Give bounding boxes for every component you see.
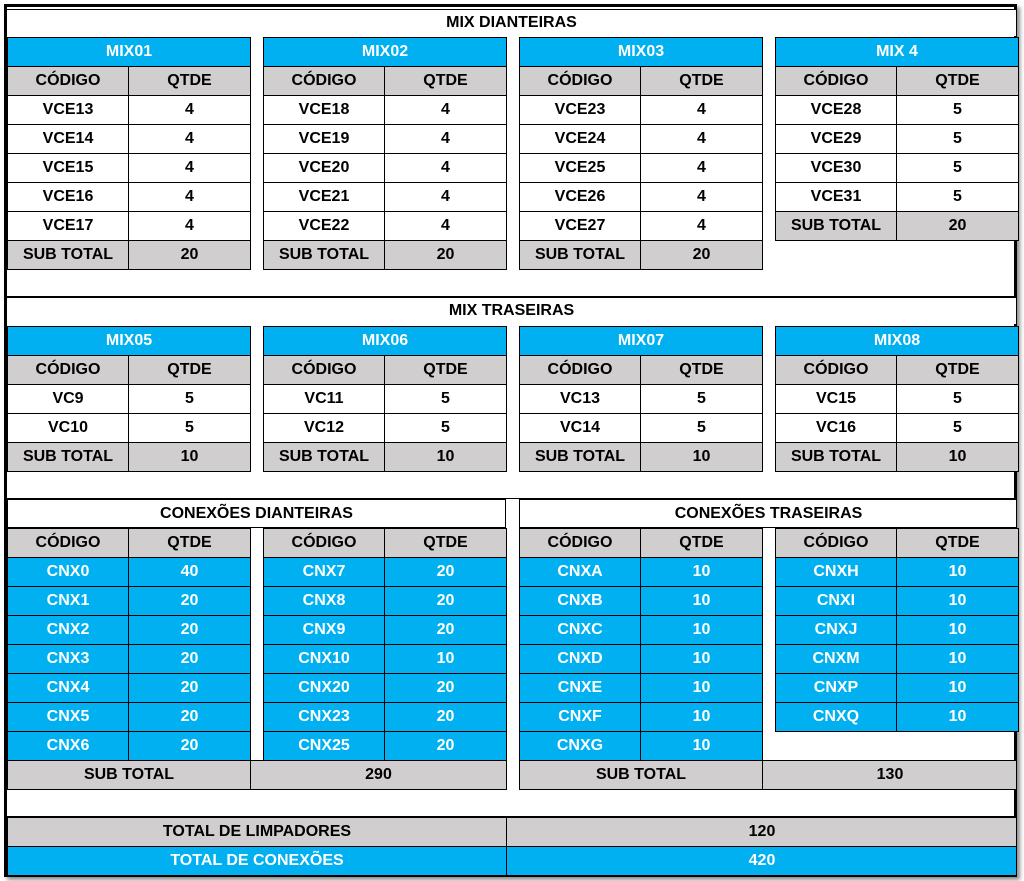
mix-title: MIX03 — [519, 37, 762, 66]
table-cell-qtde: 10 — [640, 702, 762, 731]
table-cell-qtde: 20 — [384, 731, 506, 760]
mix-title: MIX05 — [7, 326, 250, 355]
table-cell-codigo: VCE24 — [519, 124, 640, 153]
table-cell-codigo: VC10 — [7, 413, 128, 442]
total-limpadores-value: 120 — [506, 817, 1017, 846]
subtotal-label: SUB TOTAL — [7, 442, 128, 471]
table-cell-codigo: CNX1 — [7, 586, 128, 615]
section-divider — [7, 816, 1017, 817]
table-cell-codigo: CNXF — [519, 702, 640, 731]
table-cell-codigo: VCE17 — [7, 211, 128, 240]
column-header-codigo: CÓDIGO — [519, 355, 640, 384]
table-cell-qtde: 4 — [384, 95, 506, 124]
table-cell-codigo: VCE22 — [263, 211, 384, 240]
table-cell-codigo: CNX7 — [263, 557, 384, 586]
column-header-qtde: QTDE — [384, 355, 506, 384]
table-cell-qtde: 40 — [128, 557, 250, 586]
section-title-mix-traseiras: MIX TRASEIRAS — [7, 297, 1016, 324]
table-cell-qtde: 5 — [896, 124, 1018, 153]
table-cell-qtde: 5 — [128, 384, 250, 413]
total-conexoes-label: TOTAL DE CONEXÕES — [7, 846, 506, 875]
table-cell-codigo: CNX10 — [263, 644, 384, 673]
table-cell-codigo: CNX2 — [7, 615, 128, 644]
table-cell-qtde: 5 — [128, 413, 250, 442]
table-cell-qtde: 20 — [128, 644, 250, 673]
subtotal-label: SUB TOTAL — [7, 240, 128, 269]
table-cell-qtde: 10 — [640, 644, 762, 673]
subtotal-label: SUB TOTAL — [775, 211, 896, 240]
section-divider — [7, 498, 1017, 499]
table-cell-qtde: 4 — [384, 211, 506, 240]
table-cell-codigo: CNXA — [519, 557, 640, 586]
table-cell-qtde: 4 — [384, 124, 506, 153]
section-divider — [7, 296, 1017, 297]
column-header-qtde: QTDE — [896, 355, 1018, 384]
table-cell-codigo: CNXI — [775, 586, 896, 615]
table-cell-codigo: CNXP — [775, 673, 896, 702]
subtotal-label: SUB TOTAL — [519, 442, 640, 471]
subtotal-label-conexoes-traseiras: SUB TOTAL — [519, 760, 762, 789]
table-cell-codigo: VCE31 — [775, 182, 896, 211]
table-cell-codigo: CNXG — [519, 731, 640, 760]
mix-title: MIX01 — [7, 37, 250, 66]
table-cell-codigo: VCE26 — [519, 182, 640, 211]
table-cell-codigo: CNXQ — [775, 702, 896, 731]
section-title-conexoes-traseiras: CONEXÕES TRASEIRAS — [519, 499, 1017, 527]
subtotal-value: 20 — [640, 240, 762, 269]
table-cell-qtde: 5 — [384, 384, 506, 413]
table-cell-qtde: 20 — [384, 615, 506, 644]
total-conexoes-value: 420 — [506, 846, 1017, 875]
column-header-qtde: QTDE — [640, 528, 762, 557]
table-cell-codigo: VCE18 — [263, 95, 384, 124]
table-cell-codigo: CNX25 — [263, 731, 384, 760]
column-header-codigo: CÓDIGO — [263, 528, 384, 557]
table-cell-codigo: VC13 — [519, 384, 640, 413]
table-cell-codigo: CNXM — [775, 644, 896, 673]
column-header-qtde: QTDE — [128, 355, 250, 384]
subtotal-value-conexoes-dianteiras: 290 — [250, 760, 506, 789]
table-cell-qtde: 20 — [384, 673, 506, 702]
subtotal-value: 10 — [640, 442, 762, 471]
table-cell-codigo: VCE19 — [263, 124, 384, 153]
table-cell-qtde: 4 — [640, 153, 762, 182]
table-cell-qtde: 4 — [128, 211, 250, 240]
subtotal-value: 10 — [896, 442, 1018, 471]
table-cell-qtde: 5 — [896, 153, 1018, 182]
table-cell-qtde: 5 — [640, 413, 762, 442]
column-header-codigo: CÓDIGO — [519, 66, 640, 95]
table-cell-codigo: CNX4 — [7, 673, 128, 702]
subtotal-label: SUB TOTAL — [775, 442, 896, 471]
table-cell-qtde: 4 — [128, 124, 250, 153]
table-cell-qtde: 4 — [640, 211, 762, 240]
subtotal-value: 10 — [128, 442, 250, 471]
subtotal-label: SUB TOTAL — [263, 442, 384, 471]
table-cell-qtde: 4 — [128, 95, 250, 124]
subtotal-value: 20 — [896, 211, 1018, 240]
table-cell-codigo: CNXE — [519, 673, 640, 702]
table-cell-codigo: VCE30 — [775, 153, 896, 182]
column-header-codigo: CÓDIGO — [7, 66, 128, 95]
table-cell-codigo: VCE28 — [775, 95, 896, 124]
table-cell-codigo: VCE27 — [519, 211, 640, 240]
table-cell-qtde: 20 — [128, 673, 250, 702]
table-cell-codigo: CNX6 — [7, 731, 128, 760]
table-cell-qtde: 5 — [384, 413, 506, 442]
subtotal-value: 20 — [128, 240, 250, 269]
subtotal-label-conexoes-dianteiras: SUB TOTAL — [7, 760, 250, 789]
table-cell-codigo: VCE23 — [519, 95, 640, 124]
table-cell-qtde: 10 — [896, 702, 1018, 731]
table-cell-qtde: 4 — [640, 182, 762, 211]
spreadsheet — [4, 4, 1017, 877]
column-header-qtde: QTDE — [128, 528, 250, 557]
table-cell-codigo: CNX3 — [7, 644, 128, 673]
column-header-codigo: CÓDIGO — [263, 355, 384, 384]
table-cell-codigo: VCE13 — [7, 95, 128, 124]
table-cell-codigo: VC12 — [263, 413, 384, 442]
table-cell-qtde: 20 — [128, 731, 250, 760]
mix-title: MIX08 — [775, 326, 1018, 355]
subtotal-value: 20 — [384, 240, 506, 269]
table-cell-codigo: VC9 — [7, 384, 128, 413]
subtotal-label: SUB TOTAL — [263, 240, 384, 269]
table-cell-qtde: 10 — [896, 557, 1018, 586]
column-header-qtde: QTDE — [128, 66, 250, 95]
table-cell-codigo: CNX23 — [263, 702, 384, 731]
subtotal-value-conexoes-traseiras: 130 — [762, 760, 1017, 789]
table-cell-qtde: 10 — [640, 731, 762, 760]
mix-title: MIX06 — [263, 326, 506, 355]
subtotal-value: 10 — [384, 442, 506, 471]
table-cell-qtde: 5 — [640, 384, 762, 413]
table-cell-qtde: 4 — [128, 182, 250, 211]
table-cell-qtde: 10 — [896, 673, 1018, 702]
table-cell-qtde: 10 — [640, 557, 762, 586]
table-cell-qtde: 10 — [640, 673, 762, 702]
column-header-codigo: CÓDIGO — [263, 66, 384, 95]
table-cell-qtde: 5 — [896, 384, 1018, 413]
table-cell-qtde: 20 — [384, 586, 506, 615]
column-header-codigo: CÓDIGO — [775, 528, 896, 557]
column-header-codigo: CÓDIGO — [7, 355, 128, 384]
table-cell-qtde: 5 — [896, 182, 1018, 211]
table-cell-qtde: 10 — [640, 615, 762, 644]
column-header-codigo: CÓDIGO — [7, 528, 128, 557]
table-cell-codigo: VCE14 — [7, 124, 128, 153]
table-cell-qtde: 10 — [896, 615, 1018, 644]
table-cell-codigo: CNX5 — [7, 702, 128, 731]
table-cell-codigo: VCE25 — [519, 153, 640, 182]
table-cell-codigo: VCE15 — [7, 153, 128, 182]
table-cell-qtde: 10 — [384, 644, 506, 673]
total-limpadores-label: TOTAL DE LIMPADORES — [7, 817, 506, 846]
table-cell-qtde: 5 — [896, 95, 1018, 124]
table-cell-codigo: VCE20 — [263, 153, 384, 182]
subtotal-label: SUB TOTAL — [519, 240, 640, 269]
table-cell-codigo: VC11 — [263, 384, 384, 413]
column-header-qtde: QTDE — [896, 66, 1018, 95]
table-cell-qtde: 20 — [128, 702, 250, 731]
table-cell-qtde: 10 — [896, 586, 1018, 615]
table-cell-codigo: CNXJ — [775, 615, 896, 644]
table-cell-codigo: VC15 — [775, 384, 896, 413]
table-cell-codigo: CNX0 — [7, 557, 128, 586]
table-cell-qtde: 20 — [128, 615, 250, 644]
table-cell-qtde: 10 — [640, 586, 762, 615]
section-title-mix-dianteiras: MIX DIANTEIRAS — [7, 9, 1016, 36]
column-header-qtde: QTDE — [640, 355, 762, 384]
table-cell-qtde: 10 — [896, 644, 1018, 673]
table-cell-codigo: VC14 — [519, 413, 640, 442]
table-cell-codigo: CNXB — [519, 586, 640, 615]
table-cell-qtde: 4 — [640, 124, 762, 153]
table-cell-qtde: 4 — [384, 153, 506, 182]
table-cell-codigo: VC16 — [775, 413, 896, 442]
column-header-codigo: CÓDIGO — [775, 66, 896, 95]
column-header-codigo: CÓDIGO — [519, 528, 640, 557]
table-cell-qtde: 4 — [640, 95, 762, 124]
table-cell-qtde: 5 — [896, 413, 1018, 442]
column-header-qtde: QTDE — [384, 528, 506, 557]
table-cell-qtde: 20 — [128, 586, 250, 615]
table-cell-qtde: 20 — [384, 557, 506, 586]
table-cell-codigo: VCE29 — [775, 124, 896, 153]
table-cell-qtde: 4 — [384, 182, 506, 211]
mix-title: MIX07 — [519, 326, 762, 355]
column-header-qtde: QTDE — [640, 66, 762, 95]
section-title-conexoes-dianteiras: CONEXÕES DIANTEIRAS — [7, 499, 505, 527]
table-cell-codigo: VCE21 — [263, 182, 384, 211]
column-header-qtde: QTDE — [384, 66, 506, 95]
table-cell-codigo: CNX9 — [263, 615, 384, 644]
column-header-codigo: CÓDIGO — [775, 355, 896, 384]
table-cell-codigo: CNX20 — [263, 673, 384, 702]
mix-title: MIX02 — [263, 37, 506, 66]
table-cell-qtde: 4 — [128, 153, 250, 182]
table-cell-codigo: CNXD — [519, 644, 640, 673]
table-cell-codigo: CNXC — [519, 615, 640, 644]
table-cell-codigo: CNXH — [775, 557, 896, 586]
mix-title: MIX 4 — [775, 37, 1018, 66]
table-cell-codigo: CNX8 — [263, 586, 384, 615]
column-header-qtde: QTDE — [896, 528, 1018, 557]
table-cell-codigo: VCE16 — [7, 182, 128, 211]
table-cell-qtde: 20 — [384, 702, 506, 731]
